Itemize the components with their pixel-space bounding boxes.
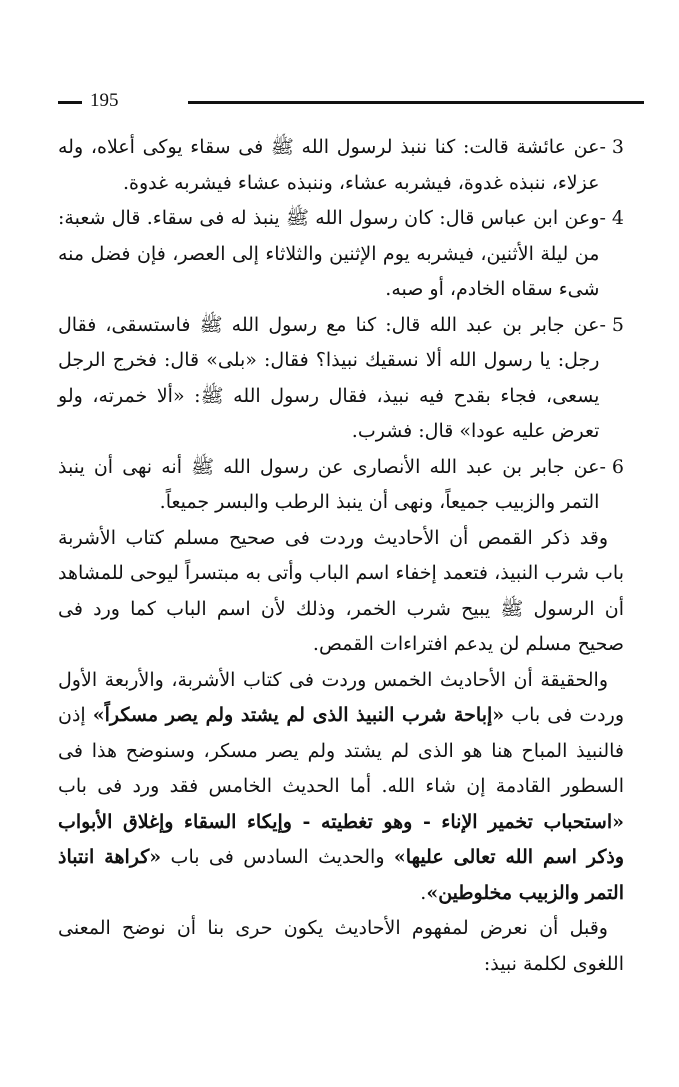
chapter-title: «إباحة شرب النبيذ الذى لم يشتد ولم يصر مسكراً» <box>92 704 505 726</box>
hadith-number: 5 - <box>599 313 624 336</box>
paragraph-text: والحقيقة أن الأحاديث الخمس وردت فى كتاب الأشربة، والأربعة الأول وردت فى باب <box>58 668 624 726</box>
hadith-5 <box>58 308 624 450</box>
chapter-title: «كراهة انتباذ التمر والزبيب مخلوطين» <box>58 846 624 904</box>
hadith-3 <box>58 130 624 201</box>
hadith-text: عن عائشة قالت: كنا ننبذ لرسول الله ﷺ فى سقاء يوكى أعلاه، وله عزلاء، ننبذه غدوة، فيشربه عشاء، وننبذه عشاء فيشربه غدوة. <box>58 136 600 194</box>
page-content <box>58 130 624 982</box>
page-header <box>58 90 644 112</box>
paragraph-definition: وقبل أن نعرض لمفهوم الأحاديث يكون حرى بنا أن نوضح المعنى اللغوى لكلمة نبيذ: <box>58 917 624 975</box>
hadith-4 <box>58 201 624 308</box>
chapter-title: «استحباب تخمير الإناء - وهو تغطيته - وإيكاء السقاء وإغلاق الأبواب وذكر اسم الله تعالى عليها» <box>58 810 624 868</box>
hadith-number: 3 - <box>599 136 624 158</box>
header-dash <box>58 101 82 104</box>
page-number: 195 <box>90 90 119 111</box>
paragraph-qummus: وقد ذكر القمص أن الأحاديث وردت فى صحيح مسلم كتاب الأشربة باب شرب النبيذ، فتعمد إخفاء اسم الباب وأتى به مبتسراً ليوحى للمشاهد أن الرسول ﷺ يبيح شرب الخمر، وذلك لأن اسم الباب كما ورد فى صحيح مسلم لن يدعم افتراءات القمص. <box>58 526 624 655</box>
hadith-number: 4 - <box>599 207 624 229</box>
hadith-text: عن جابر بن عبد الله الأنصارى عن رسول الله ﷺ أنه نهى أن ينبذ التمر والزبيب جميعاً، ونهى أن ينبذ الرطب والبسر جميعاً. <box>58 455 600 513</box>
hadith-text: عن جابر بن عبد الله قال: كنا مع رسول الله ﷺ فاستسقى، فقال رجل: يا رسول الله ألا نسقيك نبيذا؟ فقال: «بلى» قال: فخرج الرجل يسعى، فجاء بقدح فيه نبيذ، فقال رسول الله ﷺ: «ألا خمرته، ولو تعرض عليه عودا» قال: فشرب. <box>58 313 600 442</box>
paragraph-truth <box>58 663 624 912</box>
paragraph-text: . <box>420 881 427 904</box>
hadith-6 <box>58 450 624 521</box>
header-rule <box>188 101 644 104</box>
hadith-text: وعن ابن عباس قال: كان رسول الله ﷺ ينبذ له فى سقاء. قال شعبة: من ليلة الأثنين، فيشربه يوم الإثنين والثلاثاء إلى العصر، فإن فضل منه شىء سقاه الخادم، أو صبه. <box>58 207 600 300</box>
paragraph-text: والحديث السادس فى باب <box>161 846 394 868</box>
paragraph-text: إذن فالنبيذ المباح هنا هو الذى لم يشتد ولم يصر مسكر، وسنوضح هذا فى السطور القادمة إن شاء الله. أما الحديث الخامس فقد ورد فى باب <box>58 704 624 797</box>
hadith-number: 6 - <box>599 455 624 478</box>
